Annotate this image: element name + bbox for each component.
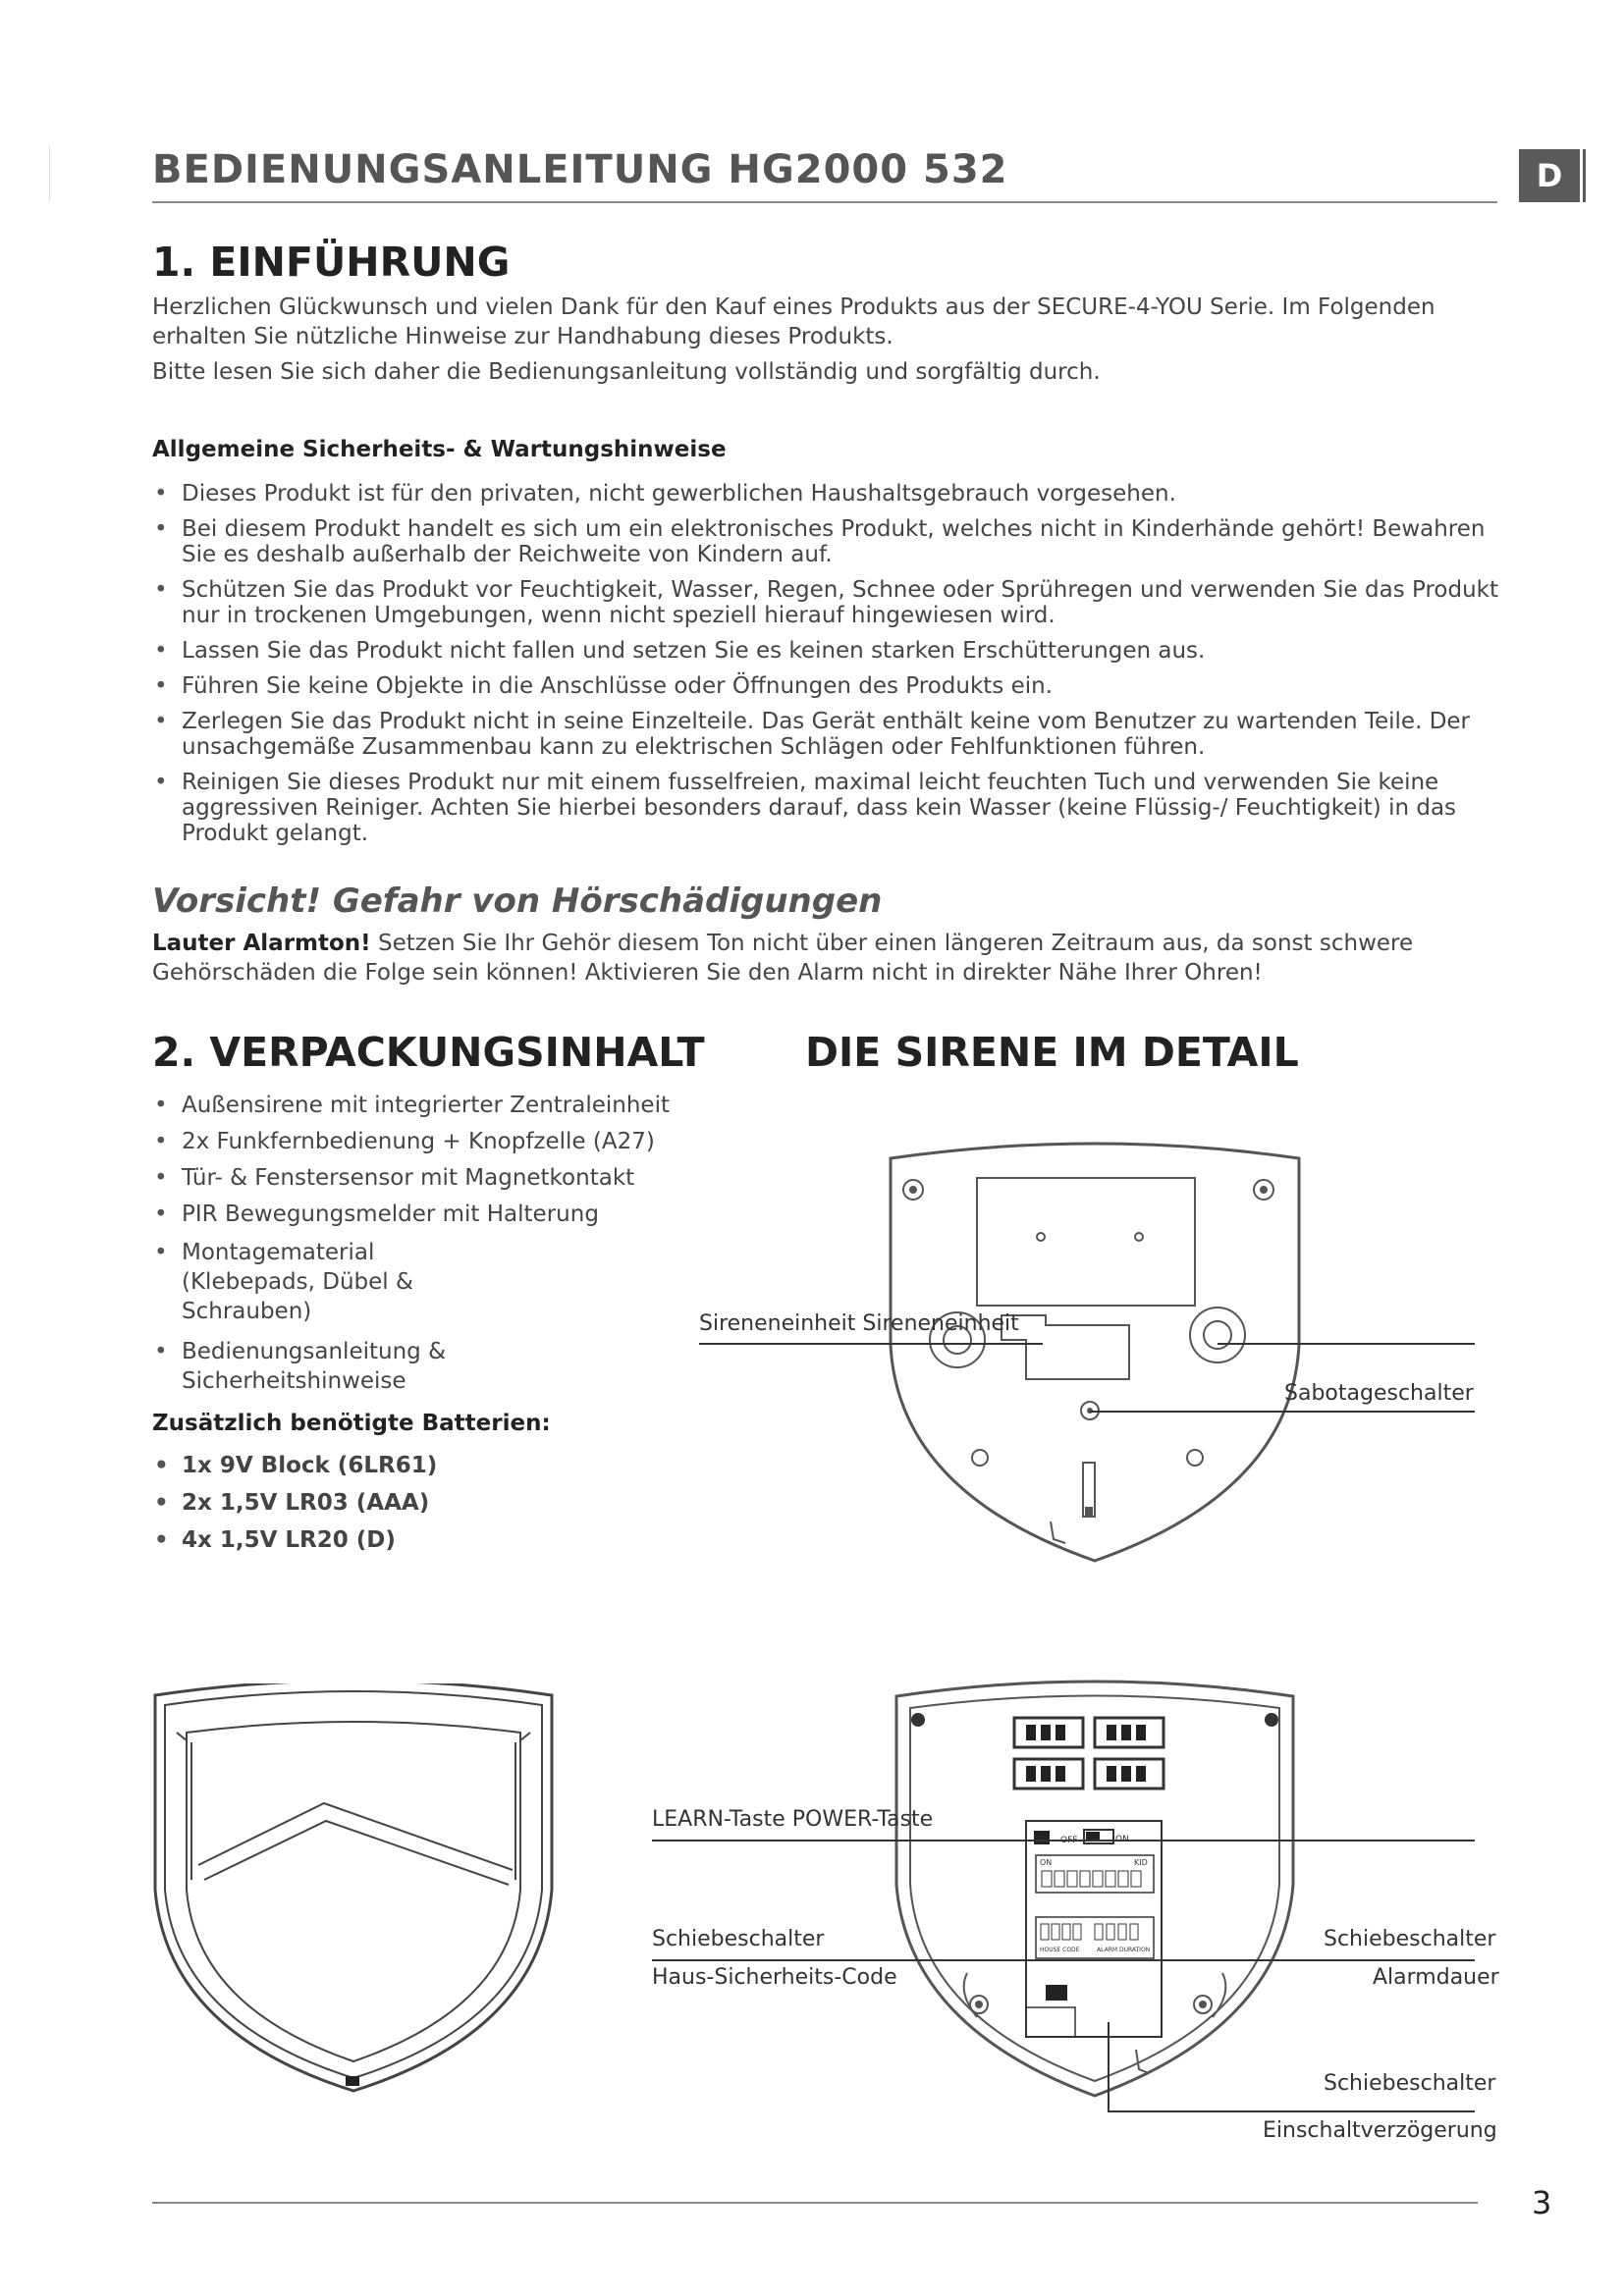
footer-rule xyxy=(152,2202,1478,2204)
intro-heading: 1. EINFÜHRUNG xyxy=(152,239,511,286)
housing-curve xyxy=(964,1973,1226,2017)
leader-line xyxy=(1218,1343,1475,1345)
safety-heading: Allgemeine Sicherheits- & Wartungshinweise xyxy=(152,437,727,462)
battery-holder-icon xyxy=(1014,1718,1164,1789)
dip-on-label: ON xyxy=(1040,1858,1053,1867)
siren-front-diagram xyxy=(879,1139,1311,1571)
siren-unit-label: Sireneneinheit Sireneneinheit xyxy=(699,1311,1019,1336)
list-item: • Tür- & Fenstersensor mit Magnetkontakt xyxy=(152,1165,702,1191)
speaker-right-icon xyxy=(1190,1308,1245,1362)
leader-line xyxy=(1108,2110,1475,2112)
screw-icon xyxy=(972,1450,988,1466)
pcb-trace xyxy=(1026,2007,1075,2037)
list-item: • Lassen Sie das Produkt nicht fallen und setzen Sie es keinen starken Erschütterungen aus. xyxy=(152,638,1517,664)
leader-line xyxy=(652,1840,1475,1842)
slot-icon xyxy=(1085,1507,1093,1517)
pcb-house-code-label: HOUSE CODE xyxy=(1040,1947,1080,1953)
contents-heading: 2. VERPACKUNGSINHALT xyxy=(152,1029,705,1076)
pcb-alarm-duration-label: ALARM DURATION xyxy=(1097,1947,1151,1953)
screw-icon xyxy=(1265,1713,1278,1727)
warning-body: Setzen Sie Ihr Gehör diesem Ton nicht über einen längeren Zeitraum aus, da sonst schwere Gehörschäden die Folge sein können! Aktivieren Sie den Alarm nicht in direkter Nähe Ihrer Ohren! xyxy=(152,931,1414,986)
batteries-list xyxy=(152,1453,643,1553)
title-rule xyxy=(152,201,1497,203)
leader-line xyxy=(652,1959,1475,1961)
screw-icon xyxy=(911,1713,925,1727)
list-item: • PIR Bewegungsmelder mit Halterung xyxy=(152,1201,702,1227)
leader-line xyxy=(699,1343,1043,1345)
detail-heading: DIE SIRENE IM DETAIL xyxy=(805,1029,1299,1076)
code-switch-icon xyxy=(1041,1924,1138,1940)
screw-icon xyxy=(1037,1233,1045,1241)
list-item: • 2x Funkfernbedienung + Knopfzelle (A27) xyxy=(152,1129,702,1154)
screw-icon xyxy=(909,1186,917,1194)
slide-switch-right-label: Schiebeschalter xyxy=(1324,1927,1496,1951)
dip-switch-icon xyxy=(1042,1871,1141,1887)
screw-icon xyxy=(1135,1233,1143,1241)
delay-switch-icon xyxy=(1046,1985,1067,2001)
slide-switch-bottom-label: Schiebeschalter xyxy=(1324,2071,1496,2096)
alarm-duration-label: Alarmdauer xyxy=(1373,1965,1499,1990)
list-item: • Schützen Sie das Produkt vor Feuchtigkeit, Wasser, Regen, Schnee oder Sprühregen und verwenden Sie das Produkt nur in trockenen Umgebungen, wenn nicht speziell hierauf hingewiesen wird. xyxy=(152,577,1517,628)
list-item: • Reinigen Sie dieses Produkt nur mit einem fusselfreien, maximal leicht feuchten Tuch und verwenden Sie keine aggressiven Reiniger. Achten Sie hierbei besonders darauf, dass kein Wasser (keine Flüssig-/ Feuchtigkeit) in das Produkt gelangt. xyxy=(152,770,1517,846)
screw-icon xyxy=(1187,1450,1203,1466)
siren-front-window xyxy=(977,1178,1195,1306)
screw-icon xyxy=(975,2001,983,2008)
intro-text xyxy=(152,293,1517,387)
notch-icon xyxy=(1051,1522,1065,1543)
house-code-label: Haus-Sicherheits-Code xyxy=(652,1965,897,1990)
page-number: 3 xyxy=(1532,2184,1552,2221)
leader-line xyxy=(1108,2022,1110,2110)
warning-text xyxy=(152,929,1517,988)
list-item: • Führen Sie keine Objekte in die Anschlüsse oder Öffnungen des Produkts ein. xyxy=(152,673,1517,699)
tamper-switch-label: Sabotageschalter xyxy=(1284,1381,1474,1406)
document-title: BEDIENUNGSANLEITUNG HG2000 532 xyxy=(152,147,1008,192)
warning-lead: Lauter Alarmton! xyxy=(152,931,371,956)
list-item: • Außensirene mit integrierter Zentraleinheit xyxy=(152,1093,702,1118)
cover-outer xyxy=(155,1683,552,2091)
contents-list xyxy=(152,1093,702,1396)
cover-corner xyxy=(177,1733,530,1740)
dip-kid-label: KID xyxy=(1134,1858,1148,1867)
screw-icon xyxy=(1260,1186,1268,1194)
margin-mark xyxy=(49,147,50,201)
list-item: • 4x 1,5V LR20 (D) xyxy=(152,1527,643,1553)
cover-tip xyxy=(346,2076,359,2086)
list-item: • 1x 9V Block (6LR61) xyxy=(152,1453,643,1478)
intro-paragraph-2: Bitte lesen Sie sich daher die Bedienungsanleitung vollständig und sorgfältig durch. xyxy=(152,359,1101,385)
list-item: • Bei diesem Produkt handelt es sich um ein elektronisches Produkt, welches nicht in Kinderhände gehört! Bewahren Sie es deshalb außerhalb der Reichweite von Kindern auf. xyxy=(152,516,1517,567)
siren-unit-box xyxy=(1001,1315,1129,1379)
pcb-on-label: ON xyxy=(1115,1835,1129,1844)
warning-heading: Vorsicht! Gefahr von Hörschädigungen xyxy=(152,881,883,921)
safety-list xyxy=(152,481,1517,846)
list-item: • Montagematerial (Klebepads, Dübel & Schrauben) xyxy=(152,1238,476,1326)
learn-button-icon xyxy=(1034,1831,1050,1844)
list-item: • Dieses Produkt ist für den privaten, nicht gewerblichen Haushaltsgebrauch vorgesehen. xyxy=(152,481,1517,507)
siren-back-diagram xyxy=(889,1679,1301,2101)
siren-cover-diagram xyxy=(147,1683,560,2096)
cover-inner xyxy=(187,1722,520,2061)
slide-switch-left-label: Schiebeschalter xyxy=(652,1927,825,1951)
language-badge: D xyxy=(1519,149,1580,202)
delay-label: Einschaltverzögerung xyxy=(1263,2118,1497,2143)
intro-paragraph-1: Herzlichen Glückwunsch und vielen Dank für den Kauf eines Produkts aus der SECURE-4-YOU Serie. Im Folgenden erhalten Sie nützliche Hinweise zur Handhabung dieses Produkts. xyxy=(152,294,1435,349)
list-item: • Bedienungsanleitung & Sicherheitshinweise xyxy=(152,1337,476,1396)
batteries-heading: Zusätzlich benötigte Batterien: xyxy=(152,1411,551,1436)
leader-line xyxy=(1090,1411,1475,1413)
list-item: • Zerlegen Sie das Produkt nicht in seine Einzelteile. Das Gerät enthält keine vom Benutzer zu wartenden Teile. Der unsachgemäße Zusammenbau kann zu elektrischen Schlägen oder Fehlfunktionen führen. xyxy=(152,709,1517,760)
screw-icon xyxy=(1199,2001,1207,2008)
pcb-off-label: OFF xyxy=(1060,1836,1078,1845)
pcb-board xyxy=(1026,1821,1162,2037)
learn-power-label: LEARN-Taste POWER-Taste xyxy=(652,1807,934,1832)
list-item: • 2x 1,5V LR03 (AAA) xyxy=(152,1490,643,1516)
